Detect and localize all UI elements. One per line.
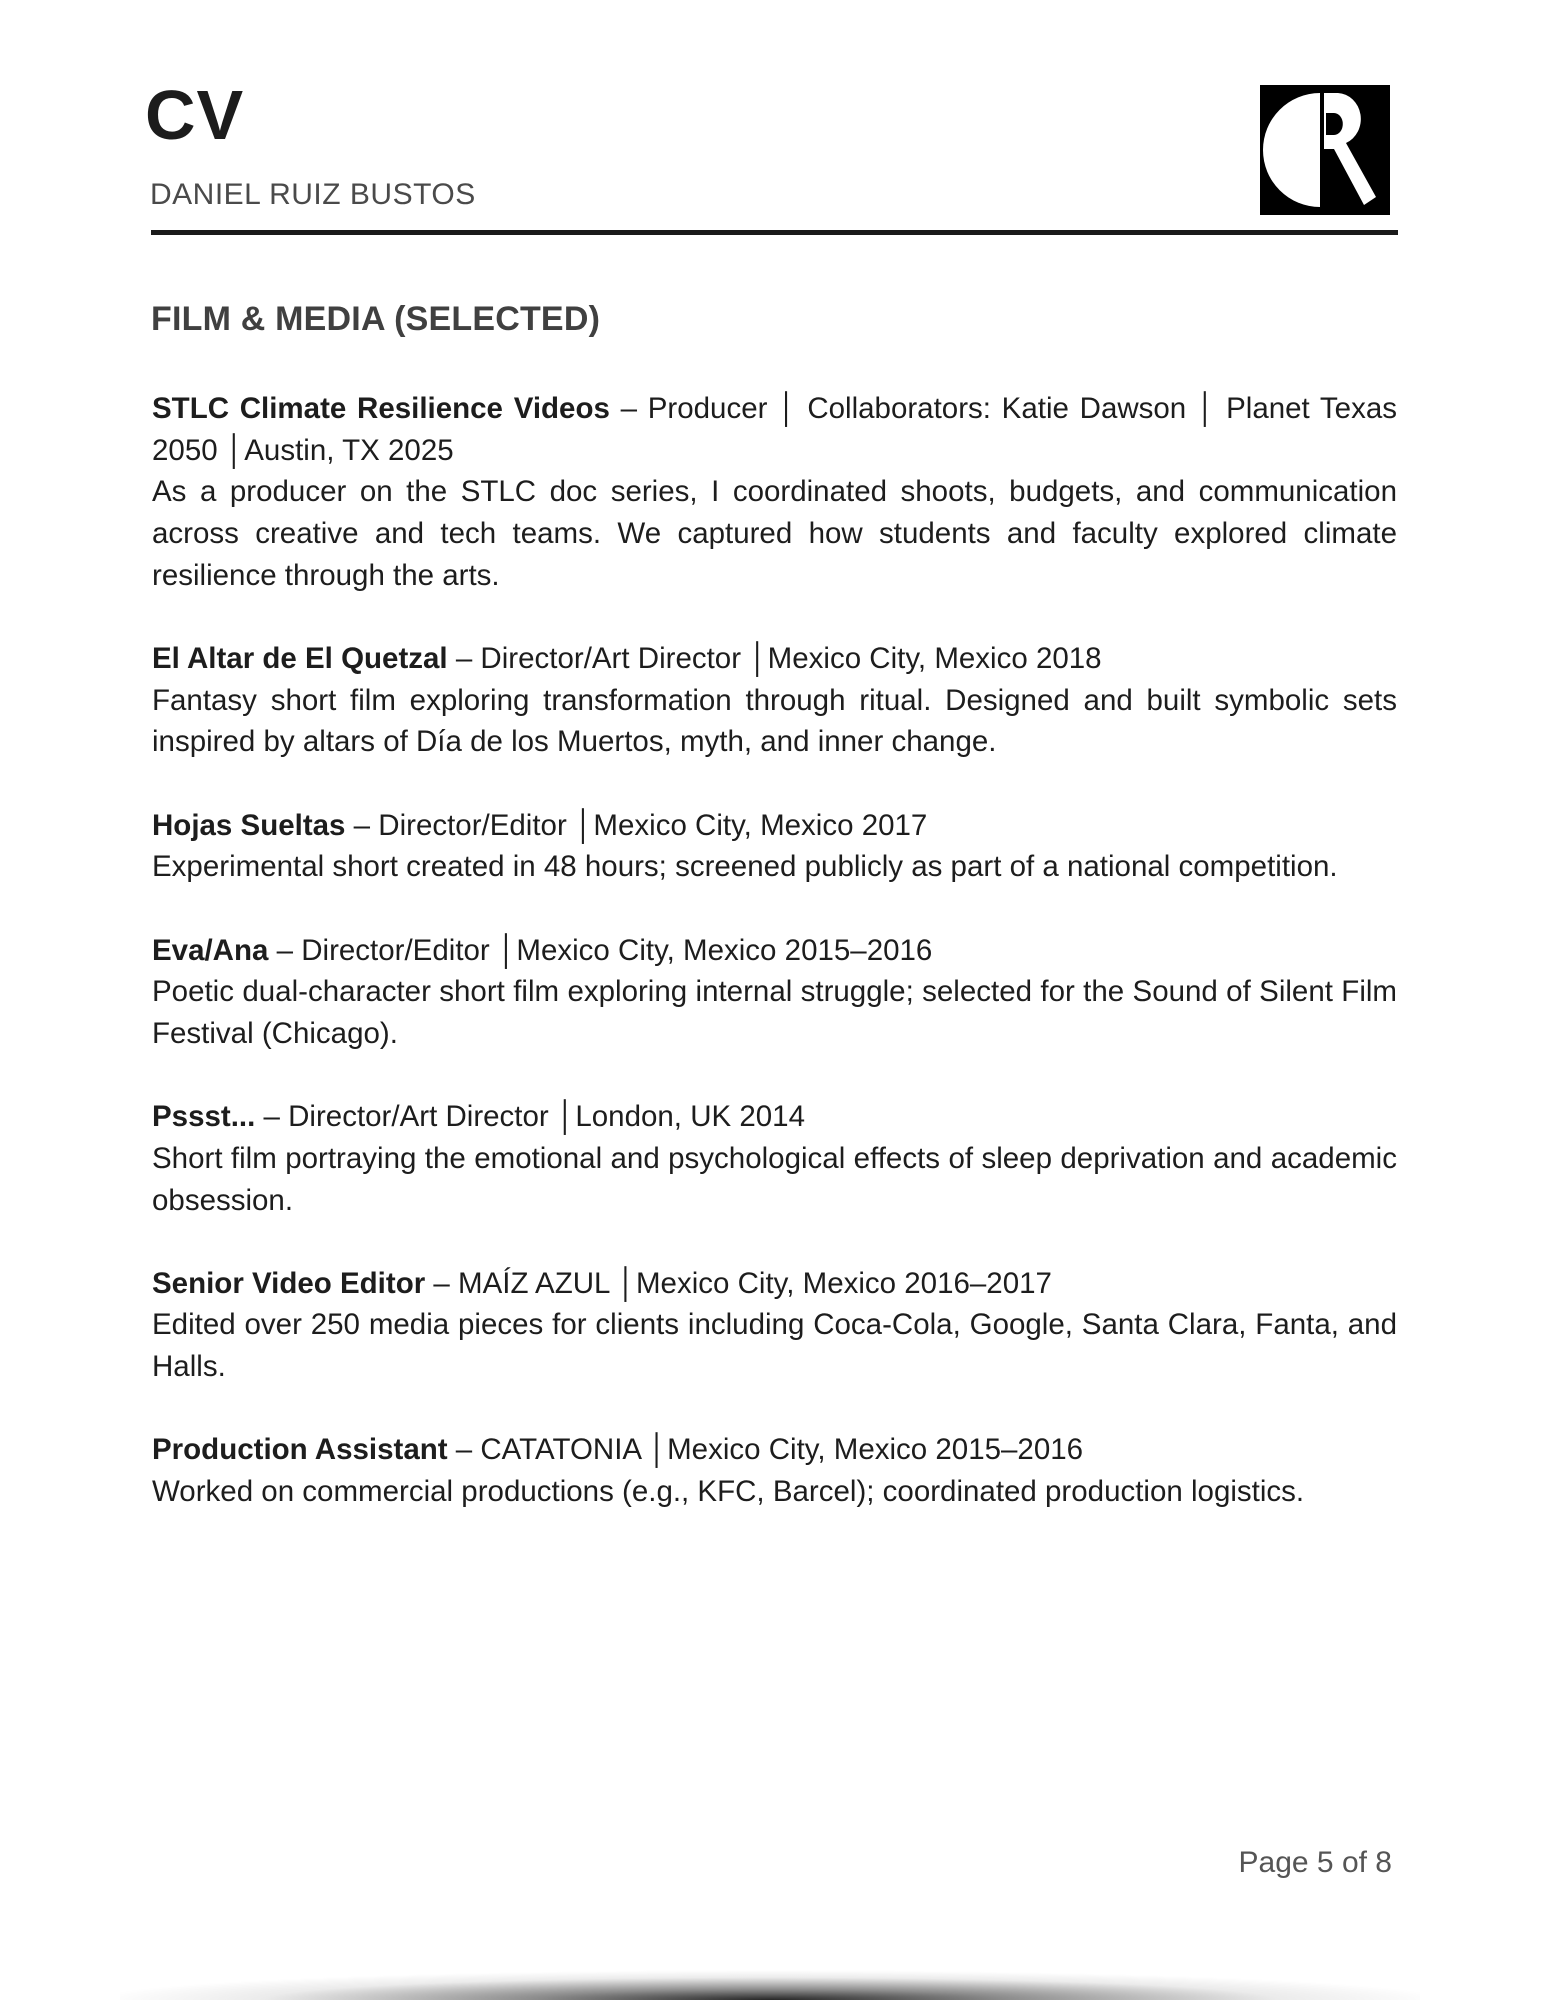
entry-header	[152, 1263, 1397, 1305]
entry-meta: – Director/Art Director │Mexico City, Mexico 2018	[447, 642, 1102, 676]
entry	[152, 805, 1397, 888]
entry	[152, 1429, 1397, 1512]
person-name: DANIEL RUIZ BUSTOS	[150, 178, 476, 211]
entry-title: Eva/Ana	[152, 933, 269, 967]
page-number: Page 5 of 8	[1238, 1846, 1392, 1879]
entry-header	[152, 930, 1397, 972]
entry-title: El Altar de El Quetzal	[152, 642, 448, 676]
entry-header	[152, 388, 1397, 471]
entry-description: Edited over 250 media pieces for clients including Coca-Cola, Google, Santa Clara, Fanta, and Halls.	[152, 1308, 1397, 1384]
entry-meta: – CATATONIA │Mexico City, Mexico 2015–2016	[447, 1433, 1084, 1467]
section-heading: FILM & MEDIA (SELECTED)	[151, 300, 601, 338]
entry-header	[152, 805, 1397, 847]
cr-monogram-logo-icon	[1260, 85, 1390, 215]
entry-header	[152, 638, 1397, 680]
entry	[152, 388, 1397, 597]
entry-description: As a producer on the STLC doc series, I coordinated shoots, budgets, and communication across creative and tech teams. We captured how students and faculty explored climate resilience through the arts.	[152, 475, 1397, 592]
cv-title: CV	[145, 76, 245, 154]
entry	[152, 1263, 1397, 1388]
entry-meta: – Director/Editor │Mexico City, Mexico 2017	[345, 808, 928, 842]
entry-meta: – MAÍZ AZUL │Mexico City, Mexico 2016–2017	[425, 1266, 1052, 1300]
entries-list	[152, 388, 1397, 1554]
entry-meta: – Producer │ Collaborators: Katie Dawson │ Planet Texas 2050 │Austin, TX 2025	[152, 392, 1397, 467]
entry-meta: – Director/Editor │Mexico City, Mexico 2015–2016	[268, 933, 933, 967]
entry-description: Worked on commercial productions (e.g., KFC, Barcel); coordinated production logistics.	[152, 1475, 1305, 1509]
entry	[152, 1096, 1397, 1221]
entry-title: Production Assistant	[152, 1433, 448, 1467]
entry	[152, 930, 1397, 1055]
entry-description: Experimental short created in 48 hours; screened publicly as part of a national competition.	[152, 850, 1338, 884]
entry-title: Senior Video Editor	[152, 1266, 426, 1300]
entry-title: Pssst...	[152, 1100, 256, 1134]
entry	[152, 638, 1397, 763]
entry-description: Fantasy short film exploring transformation through ritual. Designed and built symbolic sets inspired by altars of Día de los Muertos, myth, and inner change.	[152, 683, 1397, 759]
header-divider	[151, 230, 1398, 235]
entry-title: STLC Climate Resilience Videos	[152, 392, 610, 425]
entry-description: Poetic dual-character short film exploring internal struggle; selected for the Sound of Silent Film Festival (Chicago).	[152, 975, 1397, 1050]
entry-description: Short film portraying the emotional and psychological effects of sleep deprivation and academic obsession.	[152, 1141, 1397, 1217]
entry-meta: – Director/Art Director │London, UK 2014	[255, 1100, 805, 1134]
entry-header	[152, 1429, 1397, 1471]
page-bottom-shadow	[120, 1950, 1420, 2000]
entry-title: Hojas Sueltas	[152, 808, 346, 842]
entry-header	[152, 1096, 1397, 1138]
